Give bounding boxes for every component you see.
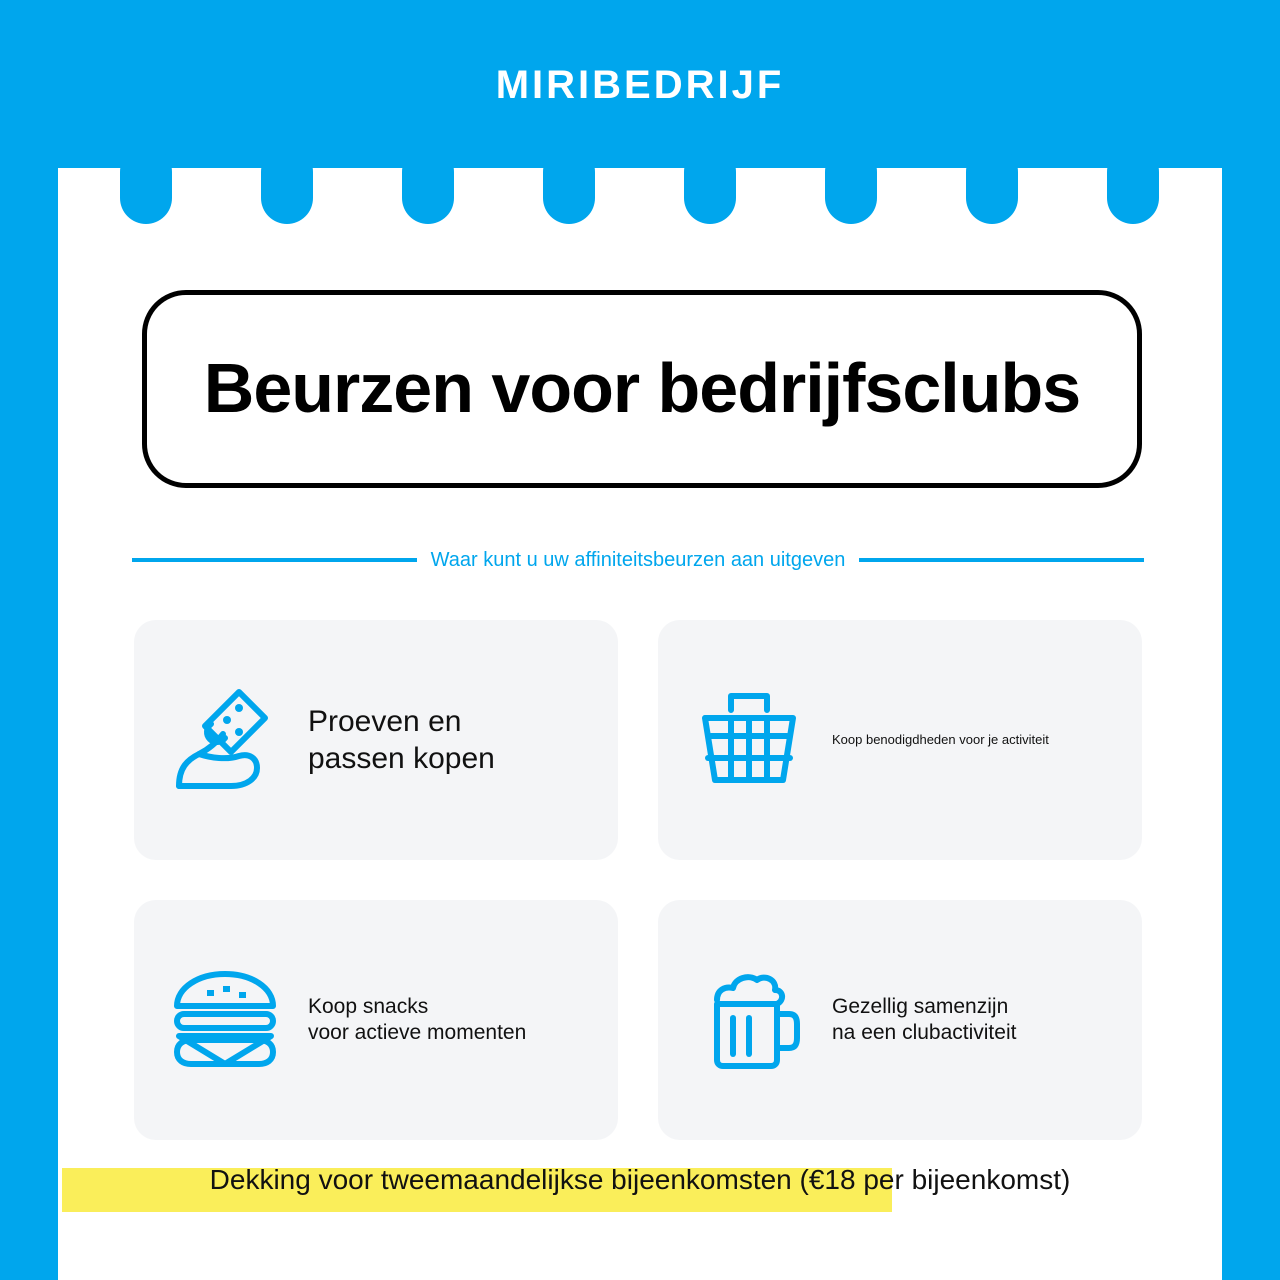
- binder-ring: [966, 146, 1018, 224]
- benefit-card-label: [308, 994, 526, 1047]
- benefits-grid: [134, 620, 1142, 1140]
- benefit-line-2: voor actieve momenten: [308, 1021, 527, 1044]
- binder-ring: [825, 146, 877, 224]
- shopping-basket-icon: [684, 675, 814, 805]
- benefit-card-supplies[interactable]: [658, 620, 1142, 860]
- divider-left: [132, 558, 417, 562]
- brand-header: [0, 0, 1280, 170]
- benefit-line-1: Koop snacks: [308, 994, 429, 1018]
- brand-title: MIRIBEDRIJF: [495, 62, 785, 107]
- benefit-card-label: [832, 732, 1049, 748]
- burger-icon: [160, 955, 290, 1085]
- benefit-line-2: passen kopen: [308, 742, 495, 775]
- benefit-line-1: Koop benodigdheden voor je activiteit: [832, 731, 1049, 747]
- binder-ring: [261, 146, 313, 224]
- benefit-card-social[interactable]: [658, 900, 1142, 1140]
- footer-text: Dekking voor tweemaandelijkse bijeenkomsten (€18 per bijeenkomst): [209, 1164, 1071, 1195]
- benefit-line-1: Gezellig samenzijn: [832, 994, 1009, 1018]
- binder-ring: [543, 146, 595, 224]
- title-box: [142, 290, 1142, 488]
- benefit-line-2: na een clubactiviteit: [832, 1021, 1017, 1044]
- subtitle: Waar kunt u uw affiniteitsbeurzen aan uitgeven: [430, 548, 846, 571]
- divider-right: [859, 558, 1144, 562]
- benefit-card-tasting[interactable]: [134, 620, 618, 860]
- footer: [0, 1160, 1280, 1200]
- binder-ring: [684, 146, 736, 224]
- beer-mug-icon: [684, 955, 814, 1085]
- binder-ring: [1107, 146, 1159, 224]
- footer-inner: [204, 1160, 1077, 1200]
- binder-ring: [402, 146, 454, 224]
- page-title: Beurzen voor bedrijfsclubs: [203, 349, 1081, 428]
- binder-ring: [120, 146, 172, 224]
- benefit-card-label: [308, 703, 495, 778]
- benefit-card-snacks[interactable]: [134, 900, 618, 1140]
- benefit-card-label: [832, 994, 1016, 1047]
- benefit-line-1: Proeven en: [308, 704, 462, 738]
- binder-rings: [58, 168, 1222, 248]
- subtitle-row: [132, 540, 1144, 580]
- hand-holding-ticket-icon: [160, 675, 290, 805]
